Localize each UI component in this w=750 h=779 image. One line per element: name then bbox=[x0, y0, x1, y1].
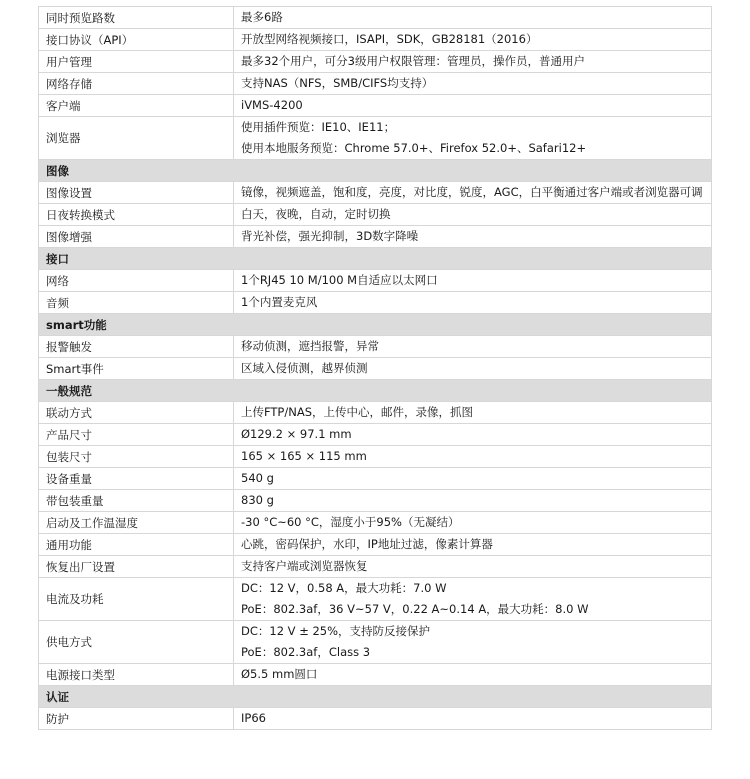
spec-label: 客户端 bbox=[39, 95, 234, 117]
spec-label: 供电方式 bbox=[39, 621, 234, 664]
spec-sheet bbox=[38, 6, 712, 730]
spec-row bbox=[39, 446, 712, 468]
spec-label: 用户管理 bbox=[39, 51, 234, 73]
spec-label: 报警触发 bbox=[39, 336, 234, 358]
spec-row bbox=[39, 73, 712, 95]
spec-value bbox=[234, 468, 712, 490]
spec-label: Smart事件 bbox=[39, 358, 234, 380]
spec-value-line: 白天，夜晚，自动，定时切换 bbox=[241, 207, 391, 221]
spec-value bbox=[234, 182, 712, 204]
section-title: 一般规范 bbox=[39, 380, 712, 402]
spec-label: 网络存储 bbox=[39, 73, 234, 95]
spec-label: 电流及功耗 bbox=[39, 578, 234, 621]
spec-value bbox=[234, 664, 712, 686]
spec-label: 防护 bbox=[39, 708, 234, 730]
section-title: smart功能 bbox=[39, 314, 712, 336]
spec-row bbox=[39, 95, 712, 117]
spec-label: 电源接口类型 bbox=[39, 664, 234, 686]
spec-row bbox=[39, 270, 712, 292]
spec-row bbox=[39, 226, 712, 248]
spec-value-line: 830 g bbox=[241, 493, 274, 507]
spec-row bbox=[39, 336, 712, 358]
spec-value-line: Ø129.2 × 97.1 mm bbox=[241, 427, 352, 441]
spec-value bbox=[234, 358, 712, 380]
spec-value bbox=[234, 446, 712, 468]
spec-value bbox=[234, 621, 712, 664]
spec-table-body bbox=[39, 7, 712, 730]
spec-row bbox=[39, 117, 712, 160]
spec-row bbox=[39, 578, 712, 621]
spec-label: 联动方式 bbox=[39, 402, 234, 424]
spec-label: 浏览器 bbox=[39, 117, 234, 160]
spec-label: 接口协议（API） bbox=[39, 29, 234, 51]
spec-value-line: PoE：802.3af，Class 3 bbox=[241, 645, 371, 659]
spec-label: 产品尺寸 bbox=[39, 424, 234, 446]
spec-value-line: IP66 bbox=[241, 711, 266, 725]
spec-value bbox=[234, 29, 712, 51]
spec-value bbox=[234, 556, 712, 578]
spec-value-line: 背光补偿，强光抑制，3D数字降噪 bbox=[241, 229, 419, 243]
spec-value-line: iVMS-4200 bbox=[241, 98, 303, 112]
spec-label: 图像增强 bbox=[39, 226, 234, 248]
spec-table bbox=[38, 6, 712, 730]
spec-value-line: PoE：802.3af，36 V~57 V，0.22 A~0.14 A，最大功耗：8.0 W bbox=[241, 602, 589, 616]
spec-label: 启动及工作温湿度 bbox=[39, 512, 234, 534]
spec-value-line: 支持NAS（NFS，SMB/CIFS均支持） bbox=[241, 76, 434, 90]
spec-value bbox=[234, 534, 712, 556]
spec-value-line: DC：12 V，0.58 A，最大功耗：7.0 W bbox=[241, 581, 447, 595]
spec-value-line: -30 °C~60 °C，湿度小于95%（无凝结） bbox=[241, 515, 460, 529]
section-header-row bbox=[39, 686, 712, 708]
spec-label: 设备重量 bbox=[39, 468, 234, 490]
spec-value bbox=[234, 117, 712, 160]
spec-value-line: 移动侦测，遮挡报警，异常 bbox=[241, 339, 379, 353]
spec-value bbox=[234, 226, 712, 248]
spec-label: 包装尺寸 bbox=[39, 446, 234, 468]
spec-value-line: DC：12 V ± 25%，支持防反接保护 bbox=[241, 624, 431, 638]
spec-row bbox=[39, 556, 712, 578]
spec-value-line: 使用本地服务预览：Chrome 57.0+、Firefox 52.0+、Safari12+ bbox=[241, 141, 587, 155]
spec-label: 通用功能 bbox=[39, 534, 234, 556]
spec-row bbox=[39, 512, 712, 534]
section-title: 接口 bbox=[39, 248, 712, 270]
spec-row bbox=[39, 621, 712, 664]
spec-row bbox=[39, 424, 712, 446]
spec-value-line: 区域入侵侦测，越界侦测 bbox=[241, 361, 368, 375]
spec-value bbox=[234, 424, 712, 446]
spec-row bbox=[39, 29, 712, 51]
spec-value-line: 镜像，视频遮盖，饱和度，亮度，对比度，锐度，AGC，白平衡通过客户端或者浏览器可调 bbox=[241, 185, 703, 199]
section-header-row bbox=[39, 380, 712, 402]
spec-label: 恢复出厂设置 bbox=[39, 556, 234, 578]
spec-label: 日夜转换模式 bbox=[39, 204, 234, 226]
spec-value bbox=[234, 402, 712, 424]
spec-label: 音频 bbox=[39, 292, 234, 314]
spec-value-line: 1个RJ45 10 M/100 M自适应以太网口 bbox=[241, 273, 438, 287]
spec-value bbox=[234, 292, 712, 314]
spec-row bbox=[39, 292, 712, 314]
spec-row bbox=[39, 204, 712, 226]
spec-value-line: Ø5.5 mm圆口 bbox=[241, 667, 318, 681]
spec-label: 同时预览路数 bbox=[39, 7, 234, 29]
spec-value-line: 165 × 165 × 115 mm bbox=[241, 449, 367, 463]
spec-value-line: 最多6路 bbox=[241, 10, 283, 24]
spec-row bbox=[39, 490, 712, 512]
spec-row bbox=[39, 664, 712, 686]
spec-label: 网络 bbox=[39, 270, 234, 292]
spec-value bbox=[234, 7, 712, 29]
spec-value bbox=[234, 51, 712, 73]
spec-value bbox=[234, 708, 712, 730]
spec-value-line: 支持客户端或浏览器恢复 bbox=[241, 559, 368, 573]
spec-value bbox=[234, 204, 712, 226]
section-header-row bbox=[39, 248, 712, 270]
spec-row bbox=[39, 182, 712, 204]
section-title: 图像 bbox=[39, 160, 712, 182]
spec-value-line: 开放型网络视频接口，ISAPI，SDK，GB28181（2016） bbox=[241, 32, 538, 46]
spec-label: 图像设置 bbox=[39, 182, 234, 204]
spec-value-line: 上传FTP/NAS，上传中心，邮件，录像，抓图 bbox=[241, 405, 474, 419]
section-header-row bbox=[39, 160, 712, 182]
spec-value bbox=[234, 336, 712, 358]
spec-value bbox=[234, 512, 712, 534]
spec-value-line: 1个内置麦克风 bbox=[241, 295, 318, 309]
spec-row bbox=[39, 51, 712, 73]
section-title: 认证 bbox=[39, 686, 712, 708]
spec-value-line: 540 g bbox=[241, 471, 274, 485]
spec-row bbox=[39, 358, 712, 380]
spec-row bbox=[39, 708, 712, 730]
spec-value-line: 最多32个用户，可分3级用户权限管理：管理员，操作员，普通用户 bbox=[241, 54, 585, 68]
spec-value bbox=[234, 270, 712, 292]
section-header-row bbox=[39, 314, 712, 336]
spec-row bbox=[39, 534, 712, 556]
spec-label: 带包装重量 bbox=[39, 490, 234, 512]
spec-value bbox=[234, 490, 712, 512]
spec-row bbox=[39, 468, 712, 490]
spec-value bbox=[234, 578, 712, 621]
spec-value bbox=[234, 73, 712, 95]
spec-row bbox=[39, 7, 712, 29]
spec-row bbox=[39, 402, 712, 424]
spec-value-line: 心跳，密码保护，水印，IP地址过滤，像素计算器 bbox=[241, 537, 493, 551]
spec-value-line: 使用插件预览：IE10、IE11； bbox=[241, 120, 396, 134]
spec-value bbox=[234, 95, 712, 117]
